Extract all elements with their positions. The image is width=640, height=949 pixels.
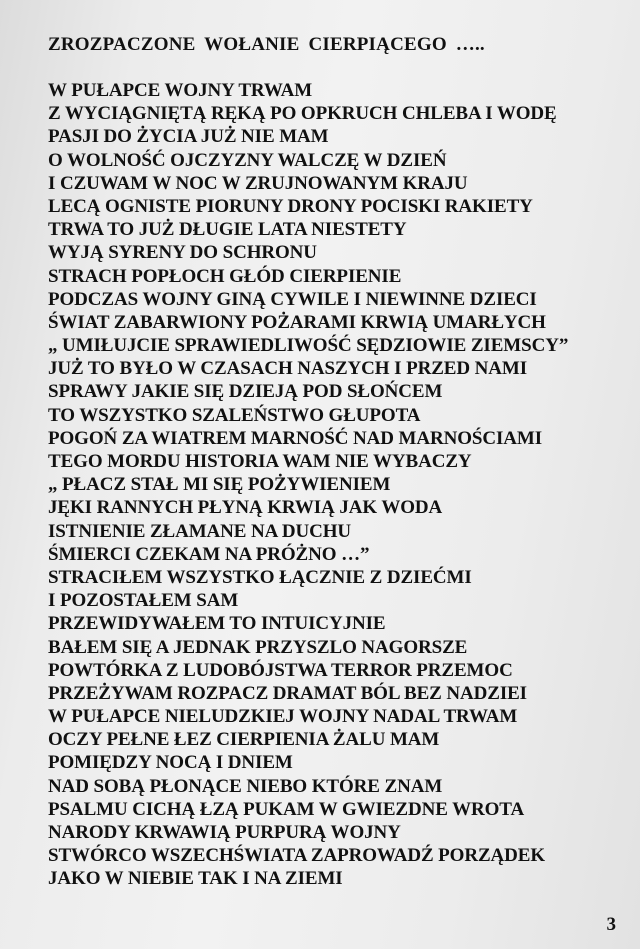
- poem-line: PSALMU CICHĄ ŁZĄ PUKAM W GWIEZDNE WROTA: [48, 798, 525, 820]
- poem-line: ŚWIAT ZABARWIONY POŻARAMI KRWIĄ UMARŁYCH: [48, 311, 546, 333]
- poem-line: JUŻ TO BYŁO W CZASACH NASZYCH I PRZED NAMI: [48, 358, 527, 380]
- poem-line: W PUŁAPCE WOJNY TRWAM: [48, 80, 313, 101]
- poem-line: STWÓRCO WSZECHŚWIATA ZAPROWADŹ PORZĄDEK: [48, 845, 546, 867]
- poem-line: PODCZAS WOJNY GINĄ CYWILE I NIEWINNE DZIECI: [48, 288, 537, 310]
- poem-line: ISTNIENIE ZŁAMANE NA DUCHU: [48, 520, 352, 542]
- poem-line: TRWA TO JUŻ DŁUGIE LATA NIESTETY: [48, 219, 407, 241]
- poem-line: W PUŁAPCE NIELUDZKIEJ WOJNY NADAL TRWAM: [48, 706, 518, 728]
- poem-line: POGOŃ ZA WIATREM MARNOŚĆ NAD MARNOŚCIAMI: [48, 427, 543, 449]
- poem-line: WYJĄ SYRENY DO SCHRONU: [48, 242, 317, 264]
- poem-line: BAŁEM SIĘ A JEDNAK PRZYSZLO NAGORSZE: [48, 636, 468, 658]
- poem-line: I POZOSTAŁEM SAM: [48, 590, 239, 612]
- poem-line: NARODY KRWAWIĄ PURPURĄ WOJNY: [48, 822, 401, 843]
- poem-line: POMIĘDZY NOCĄ I DNIEM: [48, 752, 293, 774]
- poem-line: NAD SOBĄ PŁONĄCE NIEBO KTÓRE ZNAM: [48, 775, 443, 797]
- page-number: 3: [606, 914, 616, 935]
- poem-line: STRACIŁEM WSZYSTKO ŁĄCZNIE Z DZIEĆMI: [48, 566, 472, 588]
- poem-line: SPRAWY JAKIE SIĘ DZIEJĄ POD SŁOŃCEM: [48, 381, 443, 403]
- poem-line: TEGO MORDU HISTORIA WAM NIE WYBACZY: [48, 451, 472, 472]
- poem-line: I CZUWAM W NOC W ZRUJNOWANYM KRAJU: [48, 172, 468, 194]
- poem-line: O WOLNOŚĆ OJCZYZNY WALCZĘ W DZIEŃ: [48, 149, 447, 171]
- poem-line: PASJI DO ŻYCIA JUŻ NIE MAM: [48, 126, 329, 148]
- poem-line: OCZY PEŁNE ŁEZ CIERPIENIA ŻALU MAM: [48, 729, 440, 751]
- poem-line: JĘKI RANNYCH PŁYNĄ KRWIĄ JAK WODA: [48, 497, 443, 519]
- poem-line: „ UMIŁUJCIE SPRAWIEDLIWOŚĆ SĘDZIOWIE ZIEMSCY”: [48, 335, 569, 357]
- poem-title: ZROZPACZONE WOŁANIE CIERPIĄCEGO …..: [48, 34, 485, 55]
- poem-body: [48, 79, 628, 891]
- poem-line: PRZEŻYWAM ROZPACZ DRAMAT BÓL BEZ NADZIEI: [48, 682, 527, 704]
- poem-line: TO WSZYSTKO SZALEŃSTWO GŁUPOTA: [48, 404, 421, 426]
- poem-line: LECĄ OGNISTE PIORUNY DRONY POCISKI RAKIETY: [48, 195, 533, 217]
- poem-line: „ PŁACZ STAŁ MI SIĘ POŻYWIENIEM: [48, 474, 391, 496]
- poem-line: PRZEWIDYWAŁEM TO INTUICYJNIE: [48, 613, 386, 635]
- poem-line: ŚMIERCI CZEKAM NA PRÓŻNO …”: [48, 543, 370, 565]
- poem-line: STRACH POPŁOCH GŁÓD CIERPIENIE: [48, 265, 402, 287]
- poem-line: Z WYCIĄGNIĘTĄ RĘKĄ PO OPKRUCH CHLEBA I WODĘ: [48, 103, 557, 125]
- poem-line: JAKO W NIEBIE TAK I NA ZIEMI: [48, 868, 343, 890]
- poem-line: POWTÓRKA Z LUDOBÓJSTWA TERROR PRZEMOC: [48, 659, 513, 681]
